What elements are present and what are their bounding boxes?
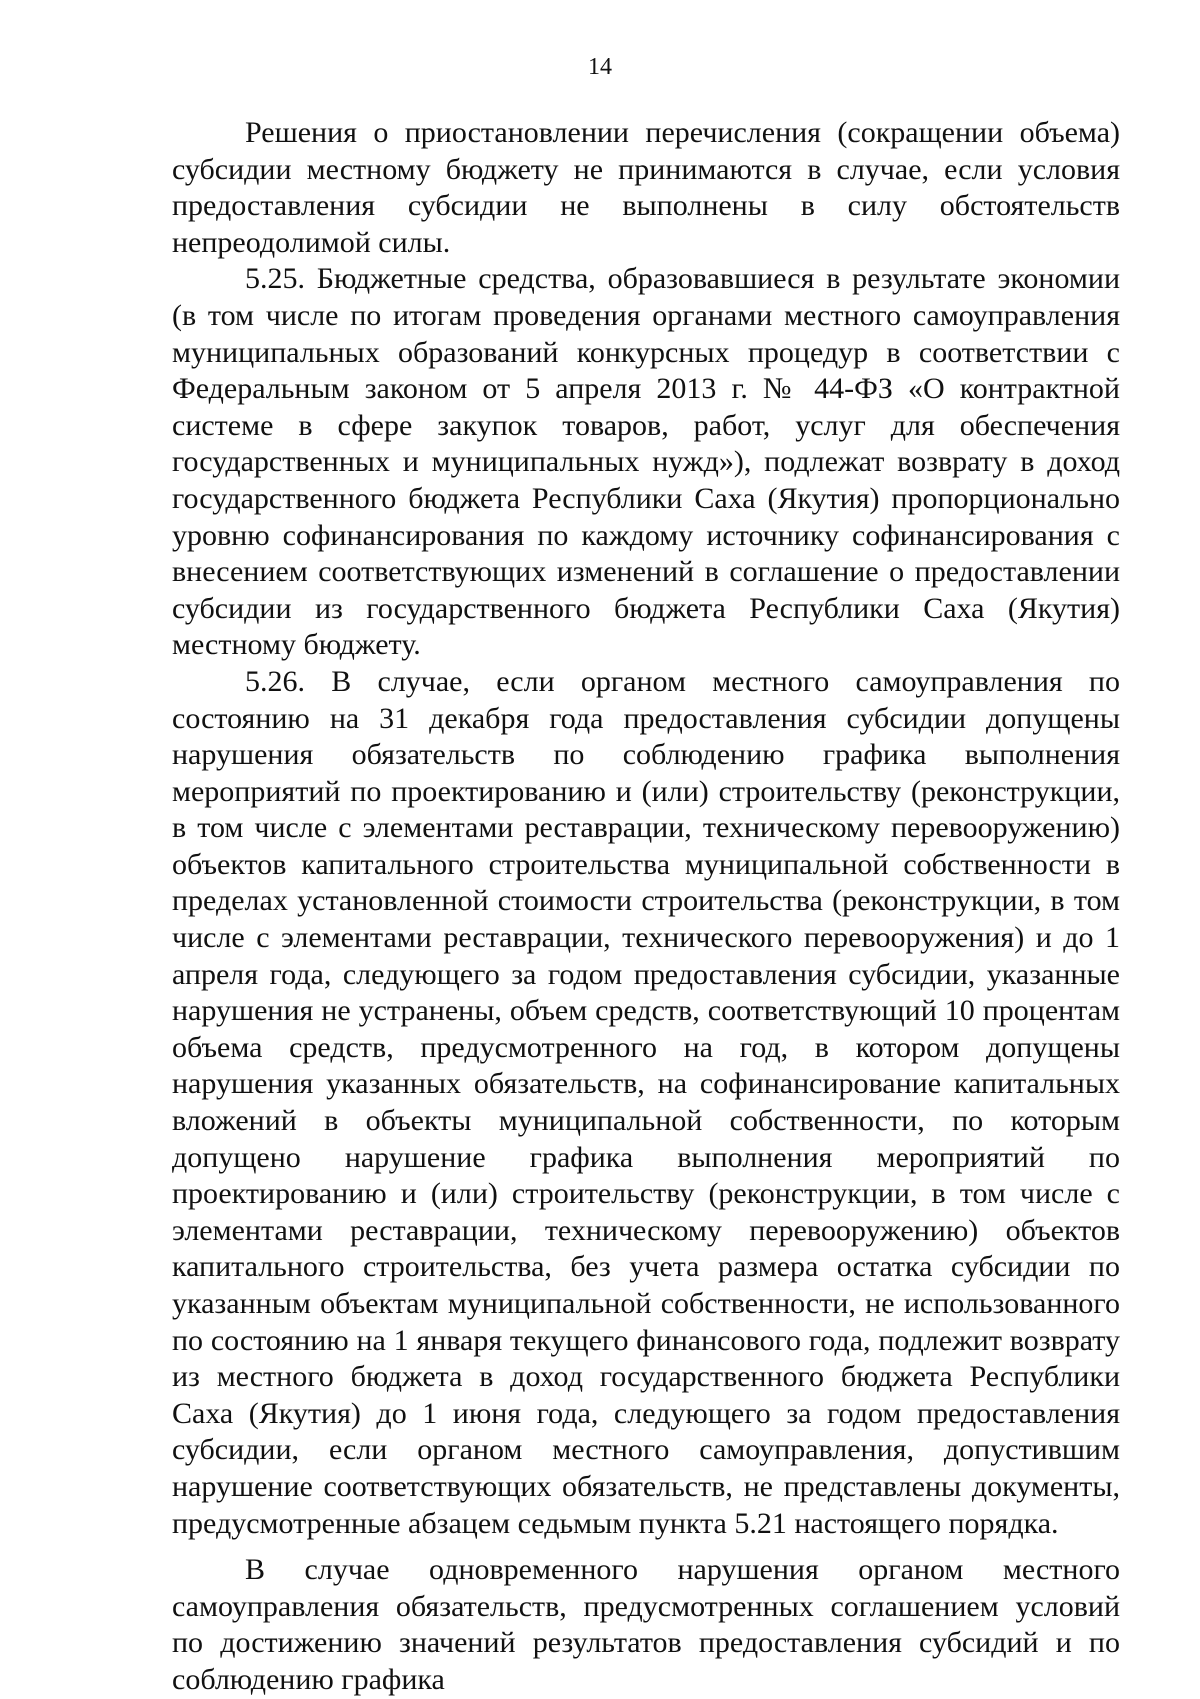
paragraph-simultaneous-violation: В случае одновременного нарушения органом местного самоуправления обязательств, предусмотренных соглашением условий по достижению значений результатов предоставления субсидий и по соблюдению графика: [172, 1553, 1120, 1696]
paragraph-5-25: 5.25. Бюджетные средства, образовавшиеся в результате экономии (в том числе по итогам проведения органами местного самоуправления муниципальных образований конкурсных процедур в соответствии с Федеральным законом от 5 апреля 2013 г. № 44-ФЗ «О контрактной системе в сфере закупок товаров, работ, услуг для обеспечения государственных и муниципальных нужд»), подлежат возврату в доход государственного бюджета Республики Саха (Якутия) пропорционально уровню софинансирования по каждому источнику софинансирования с внесением соответствующих изменений в соглашение о предоставлении субсидии из государственного бюджета Республики Саха (Якутия) местному бюджету.: [172, 262, 1120, 662]
page-number: 14: [588, 54, 612, 80]
document-body: [172, 115, 1120, 1699]
paragraph-5-26: 5.26. В случае, если органом местного самоуправления по состоянию на 31 декабря года предоставления субсидии допущены нарушения обязательств по соблюдению графика выполнения мероприятий по проектированию и (или) строительству (реконструкции, в том числе с элементами реставрации, техническому перевооружению) объектов капитального строительства муниципальной собственности в пределах установленной стоимости строительства (реконструкции, в том числе с элементами реставрации, технического перевооружения) и до 1 апреля года, следующего за годом предоставления субсидии, указанные нарушения не устранены, объем средств, соответствующий 10 процентам объема средств, предусмотренного на год, в котором допущены нарушения указанных обязательств, на софинансирование капитальных вложений в объекты муниципальной собственности, по которым допущено нарушение графика выполнения мероприятий по проектированию и (или) строительству (реконструкции, в том числе с элементами реставрации, техническому перевооружению) объектов капитального строительства, без учета размера остатка субсидии по указанным объектам муниципальной собственности, не использованного по состоянию на 1 января текущего финансового года, подлежит возврату из местного бюджета в доход государственного бюджета Республики Саха (Якутия) до 1 июня года, следующего за годом предоставления субсидии, если органом местного самоуправления, допустившим нарушение соответствующих обязательств, не представлены документы, предусмотренные абзацем седьмым пункта 5.21 настоящего порядка.: [172, 664, 1120, 1540]
paragraph-suspension-decisions: Решения о приостановлении перечисления (сокращении объема) субсидии местному бюджету не принимаются в случае, если условия предоставления субсидии не выполнены в силу обстоятельств непреодолимой силы.: [172, 116, 1120, 259]
